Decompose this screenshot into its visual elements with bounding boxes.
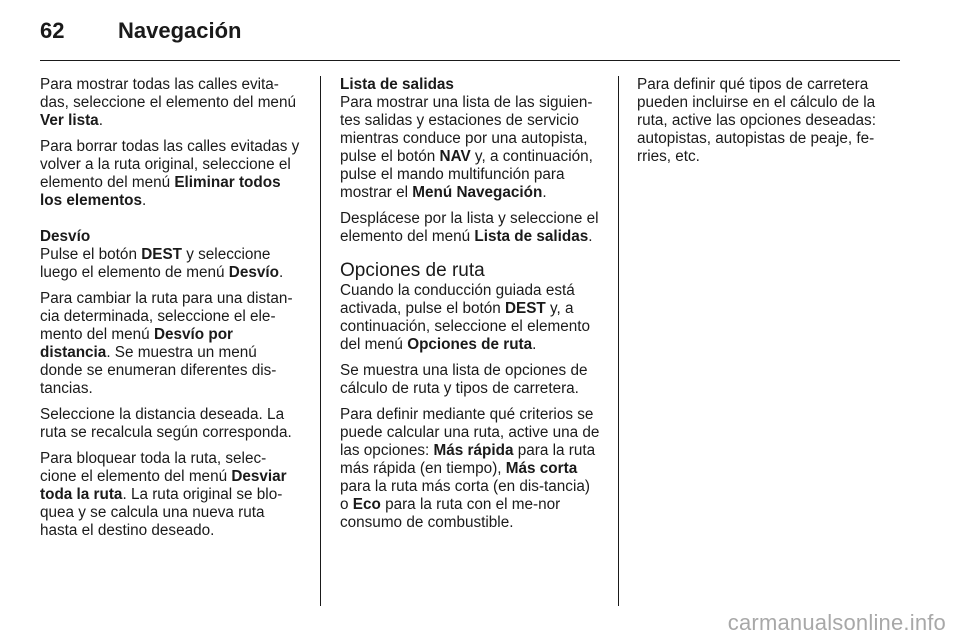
column-3	[637, 76, 899, 174]
menu-item-desvio-por-distancia: Desvío por distancia	[40, 326, 234, 361]
subheading-lista-de-salidas: Lista de salidas	[340, 76, 454, 93]
column-2	[340, 76, 602, 540]
button-label-dest: DEST	[141, 246, 182, 263]
option-mas-rapida: Más rápida	[433, 442, 514, 459]
paragraph-desviar-ruta: Para bloquear toda la ruta, selec-cione el elemento del menú Desviar toda la ruta. La ruta original se blo-quea y se calcula una nueva ruta hasta el destino deseado.	[40, 450, 287, 539]
paragraph-eliminar-todos: Para borrar todas las calles evitadas y volver a la ruta original, seleccione el elemento del menú Eliminar todos los elementos.	[40, 138, 300, 209]
paragraph-ver-lista: Para mostrar todas las calles evita-das, seleccione el elemento del menú Ver lista.	[40, 76, 296, 129]
paragraph-lista-salidas: Lista de salidas Para mostrar una lista de las siguien-tes salidas y estaciones de servicio mientras conduce por una autopista, pulse el botón NAV y, a continuación, pulse el mando multifunción para mostrar el Menú Navegación.	[340, 76, 602, 202]
button-label-dest-2: DEST	[504, 300, 546, 317]
menu-item-desviar-toda-la-ruta: Desviar toda la ruta	[40, 468, 287, 503]
paragraph-tipos-carretera: Para definir qué tipos de carretera pueden incluirse en el cálculo de la ruta, active las opciones deseadas: autopistas, autopistas de peaje, fe-rries, etc.	[637, 76, 876, 165]
menu-item-eliminar-todos: Eliminar todos los elementos	[40, 174, 281, 209]
menu-item-opciones-de-ruta: Opciones de ruta	[407, 336, 533, 353]
button-label-nav: NAV	[439, 148, 471, 165]
column-divider-2	[618, 76, 619, 606]
paragraph-desvio-distancia: Para cambiar la ruta para una distan-cia determinada, seleccione el ele-mento del menú Desvío por distancia. Se muestra un menú donde se enumeran diferentes dis-tancias.	[40, 290, 293, 397]
page-number: 62	[40, 18, 65, 43]
page-title: Navegación	[118, 18, 242, 43]
watermark: carmanualsonline.info	[727, 610, 946, 635]
section-heading-opciones-de-ruta: Opciones de ruta	[340, 260, 485, 281]
paragraph-desvio: Desvío Pulse el botón DEST y seleccione luego el elemento de menú Desvío.	[40, 228, 302, 282]
option-eco: Eco	[352, 496, 381, 513]
paragraph-lista-opciones: Se muestra una lista de opciones de cálculo de ruta y tipos de carretera.	[340, 362, 588, 397]
subheading-desvio: Desvío	[40, 228, 91, 245]
column-divider-1	[320, 76, 321, 606]
header-rule	[40, 60, 900, 61]
paragraph-criterios: Para definir mediante qué criterios se puede calcular una ruta, active una de las opciones: Más rápida para la ruta más rápida (en tiempo), Más corta para la ruta más corta (en dis-tancia) o Eco para la ruta con el me-nor consumo de combustible.	[340, 406, 600, 531]
option-mas-corta: Más corta	[505, 460, 578, 477]
paragraph-seleccione-distancia: Seleccione la distancia deseada. La ruta se recalcula según corresponda.	[40, 406, 292, 441]
column-1	[40, 76, 302, 548]
page-header	[40, 18, 900, 48]
menu-item-menu-navegacion: Menú Navegación	[412, 184, 543, 201]
menu-item-lista-de-salidas: Lista de salidas	[474, 228, 589, 245]
paragraph-opciones-ruta: Cuando la conducción guiada está activada, pulse el botón DEST y, a continuación, seleccione el elemento del menú Opciones de ruta.	[340, 282, 591, 353]
menu-item-ver-lista: Ver lista	[40, 112, 99, 129]
paragraph-desplacese: Desplácese por la lista y seleccione el elemento del menú Lista de salidas.	[340, 210, 599, 245]
menu-item-desvio: Desvío	[228, 264, 279, 281]
